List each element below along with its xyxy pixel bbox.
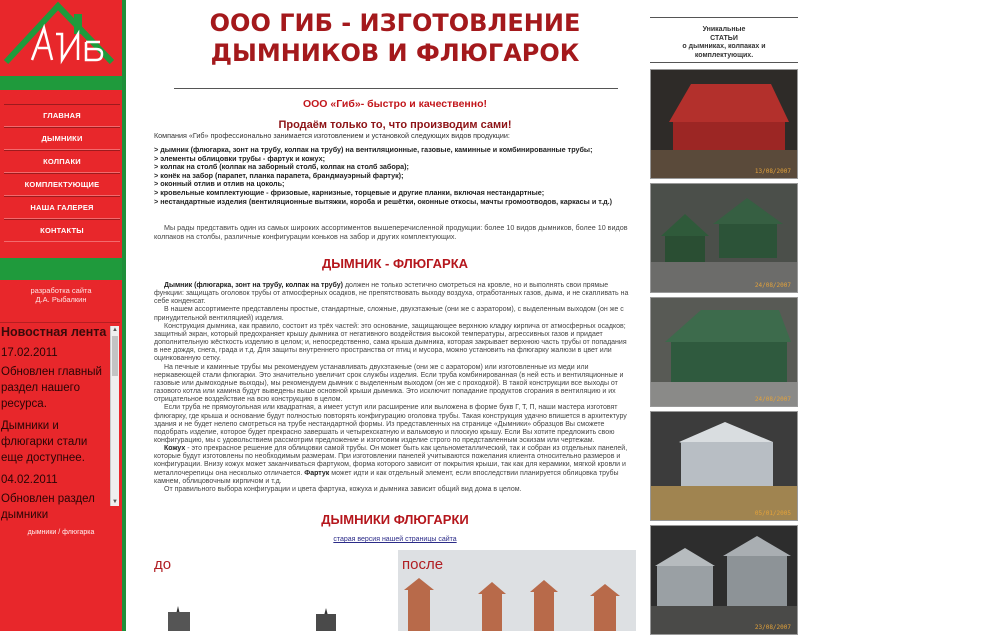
divider — [650, 17, 798, 18]
paragraph: Если труба не прямоугольная или квадратная, а имеет уступ или расширение или выложена в форме букв Г, Т, П, наши мастера изготовят флюгарку, где крыша и основание будут полностью повторять конфигурацию оголовка трубы. Такая конструкция удачно впишется в архитектуру здания и не будет нелепо смотреться на трубе нестандартной формы. Из представленных на странице «Дымники» образцов Вы сможете подобрать изделие, которое будет прекрасно завершать и четырехскатную и вальмовую и плоскую крышу. Если Вы хотите предложить свою конфигурацию, мы с удовольствием рассмотрим предложение и изготовим изделие строго по представленным эскизам или чертежам. — [154, 404, 627, 444]
bold-term: Дымник (флюгарка, зонт на трубу, колпак на трубу) — [164, 282, 343, 289]
articles-heading-line: о дымниках, колпаках и — [682, 43, 766, 50]
red-chimney-cap-image — [651, 70, 797, 178]
bold-term: Кожух — [164, 445, 186, 453]
main-nav — [4, 104, 120, 242]
scrollbar-thumb[interactable] — [112, 336, 118, 376]
photo-after — [398, 550, 636, 631]
sidebar-footer-link[interactable]: дымники / флюгарка — [27, 529, 95, 536]
nav-item-home[interactable]: ГЛАВНАЯ — [4, 104, 120, 127]
after-label: после — [402, 556, 444, 573]
paragraph-text: может идти и как отдельный элемент, если впоследствии планируется облицовка трубы камнем, облицовочным кирпичом и т.д. — [154, 469, 619, 485]
gallery-thumbnail[interactable] — [650, 525, 798, 635]
divider — [174, 88, 618, 89]
nav-item-contacts[interactable]: КОНТАКТЫ — [4, 219, 120, 242]
main-content — [150, 0, 640, 631]
news-text: Обновлен главный раздел нашего ресурса. — [1, 366, 102, 410]
sidebar-stripe — [122, 0, 126, 631]
news-scrollbar[interactable] — [110, 326, 119, 506]
gallery-thumbnail[interactable] — [650, 411, 798, 521]
bold-term: Фартук — [304, 469, 330, 477]
paragraph-text: должен не только эстетично смотреться на кровле, но и выполнять свои прямые функции: защищать оголовок трубы от атмосферных осадков, не препятствовать выходу воздуха, отработанных газов, дыма, и не скапливать на себе конденсат. — [154, 282, 629, 306]
nav-item-dymniki[interactable]: ДЫМНИКИ — [4, 127, 120, 150]
news-feed — [0, 322, 120, 521]
page-title-line-1: ООО ГИБ - ИЗГОТОВЛЕНИЕ — [209, 9, 581, 37]
white-post-cap-image — [651, 412, 797, 520]
gallery-thumbnail[interactable] — [650, 297, 798, 407]
articles-heading-line: комплектующих. — [694, 51, 754, 59]
articles-heading-line: СТАТЬИ — [710, 34, 738, 42]
green-chimney-cap-image — [651, 298, 797, 406]
paragraph-text: - это прекрасное решение для облицовки самой трубы. Он может быть как цельнометаллический, так и собран из отдельных панелей, которые будут изготовлены по необходимым размерам. При изготовлении панелей учитываются пожелания клиента относительно размеров и конфигурации. Внизу кожух может заканчиваться фартуком, форма которого зависит от покрытия крыши, так как для керамики, мягкой кровли и металлочерепицы она несколько отличается. — [154, 445, 628, 477]
photo-date-stamp: 24/08/2007 — [754, 396, 791, 403]
nav-item-kolpaki[interactable]: КОЛПАКИ — [4, 150, 120, 173]
section-heading-dymnik: ДЫМНИК - ФЛЮГАРКА — [321, 256, 469, 271]
nav-item-komplektuyushchie[interactable]: КОМПЛЕКТУЮЩИЕ — [4, 173, 120, 196]
list-item: > элементы облицовки трубы - фартук и кожух; — [154, 153, 325, 163]
news-text: Дымники и флюгарки стали еще доступнее. — [1, 420, 88, 464]
list-item: > кровельные комплектующие - фризовые, карнизные, торцевые и другие планки, включая нестандартные; — [154, 187, 545, 197]
intro-text: Компания «Гиб» профессионально занимается изготовлением и установкой следующих видов продукции: — [154, 131, 510, 140]
photo-date-stamp: 23/08/2007 — [754, 624, 791, 631]
news-feed-list — [1, 345, 109, 529]
before-label: до — [154, 556, 172, 573]
product-list — [154, 146, 634, 206]
nav-item-gallery[interactable]: НАША ГАЛЕРЕЯ — [4, 196, 120, 219]
paragraph: В нашем ассортименте представлены простые, стандартные, сложные, двухэтажные (они же с аэратором), с выделенным выходом (он же с принудительной вентиляцией) изделия. — [154, 306, 624, 322]
paragraph — [154, 282, 632, 306]
photo-before — [150, 550, 388, 631]
slogan: ООО «Гиб»- быстро и качественно! — [302, 98, 488, 110]
sidebar-green-band — [0, 258, 122, 280]
developer-credit — [0, 286, 122, 304]
scroll-up-icon[interactable]: ▲ — [112, 327, 118, 333]
photo-date-stamp: 13/08/2007 — [754, 168, 791, 175]
section-heading-gallery: ДЫМНИКИ ФЛЮГАРКИ — [321, 512, 469, 527]
page-title — [150, 8, 640, 68]
divider — [650, 62, 798, 63]
news-text: Обновлен раздел дымники — [1, 493, 95, 521]
photo-date-stamp: 24/08/2007 — [754, 282, 791, 289]
list-item: > оконный отлив и отлив на цоколь; — [154, 179, 285, 189]
credit-line-2: Д.А. Рыбалкин — [35, 295, 87, 304]
photo-date-stamp: 05/01/2005 — [754, 510, 791, 517]
list-item: > колпак на столб (колпак на заборный столб, колпак на столб забора); — [154, 162, 409, 172]
sidebar — [0, 0, 122, 631]
list-item: > дымник (флюгарка, зонт на трубу, колпак на трубу) на вентиляционные, газовые, каминные и комбинированные трубы; — [154, 145, 593, 154]
green-chimney-caps-image — [651, 184, 797, 292]
logo-green-band — [0, 76, 122, 90]
paragraph: От правильного выбора конфигурации и цвета фартука, кожуха и дымника зависит общий вид дома в целом. — [164, 485, 522, 493]
articles-heading[interactable] — [650, 26, 798, 60]
page-title-line-2: ДЫМНИКОВ И ФЛЮГАРОК — [210, 39, 580, 67]
articles-heading-line: Уникальные — [702, 26, 746, 33]
paragraph: На печные и каминные трубы мы рекомендуем устанавливать двухэтажные (они же с аэратором) или изготовленные из меди или нержавеющей стали флюгарки. Это значительно увеличит срок службы изделия. Если труба комбинированная (в ней есть и вентиляционные и газовые или дымоходные выходы), мы рекомендуем дымник с выделенным выходом (он же с проходкой). В такой конструкции все выходы от газового котла или камина будут выведены выше основной крыши дымника. Это исключит попадание продуктов сгорания в вентиляцию и их отрицательное воздействие на всю конструкцию в целом. — [154, 363, 624, 404]
paragraph — [154, 445, 632, 486]
gallery-thumbnail[interactable] — [650, 69, 798, 179]
list-item: > нестандартные изделия (вентиляционные вытяжки, короба и решётки, оконные откосы, мачты громоотводов, каркасы и т.д.) — [154, 196, 613, 206]
news-feed-title: Новостная лента — [1, 325, 107, 339]
logo-house-icon — [0, 0, 122, 76]
metal-chimney-caps-image — [651, 526, 797, 634]
site-logo[interactable] — [0, 0, 122, 76]
chimney-before-image — [150, 550, 388, 631]
scroll-down-icon[interactable]: ▼ — [112, 499, 118, 505]
right-column — [650, 0, 798, 631]
subheading: Продаём только то, что производим сами! — [278, 119, 512, 131]
article-body — [154, 282, 632, 494]
news-date: 17.02.2011 — [1, 347, 58, 359]
gallery-thumbnail[interactable] — [650, 183, 798, 293]
news-date: 04.02.2011 — [1, 474, 58, 486]
paragraph: Конструкция дымника, как правило, состоит из трёх частей: это основание, защищающее верхнюю кладку кирпича от атмосферных осадков; защитный экран, который предохраняет крышу дымника от негативного воздействия высокой температуры, агрессивных газов и придает дополнительную жёсткость изделию в целом; и, непосредственно, сама крыша дымника, которая закрывает верхнюю часть трубы от попадания в нее дождя, снега, града и т.д. Для защиты внутреннего пространства от птиц и мусора, можно установить на флюгарку жалюзи в цвет или оцинкованную сетку. — [154, 322, 627, 363]
offer-text: Мы рады представить один из самых широких ассортиментов вышеперечисленной продукции: более 10 видов дымников, более 10 видов колпаков на столбы, различные конфигурации коньков на забор и других комплектующих. — [154, 223, 628, 241]
credit-line-1: разработка сайта — [30, 286, 92, 295]
old-version-link[interactable]: старая версия нашей страницы сайта — [333, 536, 457, 543]
list-item: > конёк на забор (парапет, планка парапета, брандмауэрный фартук); — [154, 170, 404, 180]
